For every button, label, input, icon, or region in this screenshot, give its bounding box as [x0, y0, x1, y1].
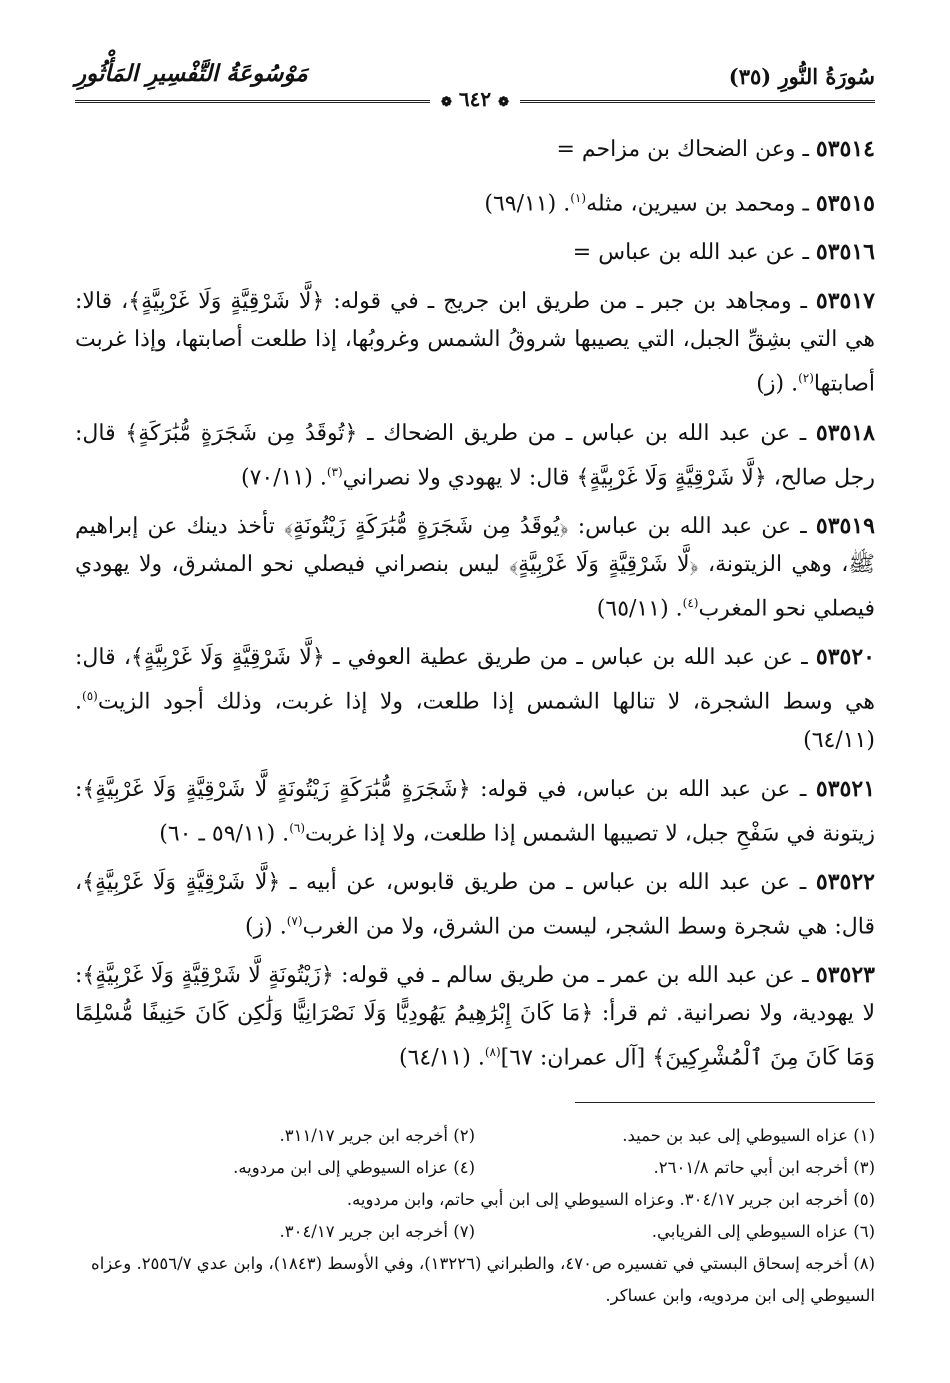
narration-text: ـ عن عبد الله بن عباس ـ من طريق قابوس، عن أبيه ـ ﴿لَّا شَرْقِيَّةٍ وَلَا غَرْبِيَّةٍ﴾، قال: هي شجرة وسط الشجر، ليست من الشرق، ولا من الغرب [75, 869, 875, 940]
footnote: (١) عزاه السيوطي إلى عبد بن حميد. [622, 1126, 875, 1145]
narration-number: ٥٣٥١٨ [815, 419, 875, 446]
footnote: (٤) عزاه السيوطي إلى ابن مردويه. [233, 1158, 475, 1177]
page-number [430, 88, 520, 114]
narration-text: ـ عن عبد الله بن عمر ـ من طريق سالم ـ في قوله: ﴿زَيْتُونَةٍ لَّا شَرْقِيَّةٍ وَلَا غَرْبِيَّةٍ﴾: لا يهودية، ولا نصرانية. ثم قرأ: ﴿مَا كَانَ إِبْرَٰهِيمُ يَهُودِيًّا وَلَا نَصْرَانِيًّا وَلَٰكِن كَانَ حَنِيفًا مُّسْلِمًا وَمَا كَانَ مِنَ ٱلْمُشْرِكِينَ﴾ [آل عمران: ٦٧] [75, 963, 875, 1071]
narration-reference: . (٦٥/١١) [596, 596, 683, 622]
footnote-ref[interactable]: (٥) [82, 689, 98, 704]
narration-text: ـ عن عبد الله بن عباس ـ من طريق عطية العوفي ـ ﴿لَّا شَرْقِيَّةٍ وَلَا غَرْبِيَّةٍ﴾، قال: هي وسط الشجرة، لا تنالها الشمس إذا طلعت، ولا إذا غربت، وذلك أجود الزيت [75, 645, 875, 715]
narration-number: ٥٣٥٢٠ [815, 644, 875, 671]
narration-reference: . (ز) [244, 914, 287, 940]
narration-entry [75, 282, 875, 403]
footnote: (٥) أخرجه ابن جرير ٣٠٤/١٧. وعزاه السيوطي إلى ابن أبي حاتم، وابن مردويه. [346, 1190, 875, 1209]
footnote-ref[interactable]: (٦) [289, 820, 306, 835]
ornament-icon: ❁ [441, 95, 452, 110]
narration-number: ٥٣٥١٦ [815, 239, 875, 266]
footnote-rule [575, 1102, 875, 1103]
narration-entry [75, 414, 875, 497]
narration-entry [75, 130, 875, 169]
footnote-ref[interactable]: (٣) [326, 464, 343, 479]
narration-reference: . (٦٤/١١) [75, 689, 875, 753]
footnote: (٣) أخرجه ابن أبي حاتم ٢٦٠١/٨. [653, 1158, 875, 1177]
narration-reference: . (٥٩/١١ ـ ٦٠) [159, 820, 290, 846]
footnote-row [75, 1152, 875, 1184]
narration-number: ٥٣٥١٥ [815, 190, 875, 217]
footnote-ref[interactable]: (٢) [798, 371, 814, 386]
narration-entry [75, 770, 875, 853]
footnote: (٦) عزاه السيوطي إلى الفريابي. [651, 1222, 875, 1241]
narration-number: ٥٣٥١٧ [815, 288, 875, 315]
footnote-row [75, 1216, 875, 1248]
surah-title: سُورَةُ النُّورِ (٣٥) [728, 64, 875, 89]
narration-reference: . (٦٩/١١) [484, 191, 571, 217]
page-number-value: ٦٤٢ [458, 87, 492, 111]
footnote-ref[interactable]: (٧) [286, 913, 303, 928]
narration-text: ـ وعن الضحاك بن مزاحم = [556, 137, 816, 162]
footnote-ref[interactable]: (٨) [484, 1045, 501, 1060]
narration-reference: . (ز) [756, 371, 799, 397]
footnote: (٧) أخرجه ابن جرير ٣٠٤/١٧. [279, 1222, 475, 1241]
narration-entry [75, 863, 875, 946]
narrations [75, 130, 875, 1088]
narration-number: ٥٣٥٢١ [815, 775, 876, 802]
footnote-ref[interactable]: (٤) [682, 595, 699, 610]
narration-text: ـ ومجاهد بن جبر ـ من طريق ابن جريج ـ في قوله: ﴿لَّا شَرْقِيَّةٍ وَلَا غَرْبِيَّةٍ﴾، قالا: هي التي بشِقِّ الجبل، التي يصيبها شروقُ الشمس وغروبُها، إذا طلعت أصابتها، وإذا غربت أصابتها [75, 289, 875, 397]
footnotes [75, 1120, 875, 1312]
narration-text: ـ عن عبد الله بن عباس: ﴿يُوقَدُ مِن شَجَرَةٍ مُّبَٰرَكَةٍ زَيْتُونَةٍ﴾ تأخذ دينك عن إبراهيم ﷺ، وهي الزيتونة، ﴿لَّا شَرْقِيَّةٍ وَلَا غَرْبِيَّةٍ﴾ ليس بنصراني فيصلي نحو المشرق، ولا يهودي فيصلي نحو المغرب [75, 513, 875, 622]
narration-number: ٥٣٥١٩ [815, 512, 875, 539]
narration-entry [75, 507, 875, 628]
narration-text: ـ عن عبد الله بن عباس = [572, 240, 816, 266]
footnote-row [75, 1120, 875, 1152]
footnote: (٨) أخرجه إسحاق البستي في تفسيره ص٤٧٠، والطبراني (١٣٢٢٦)، وفي الأوسط (١٨٤٣)، وابن عدي ٢٥٥٦/٧. وعزاه السيوطي إلى ابن مردويه، وابن عساكر. [91, 1254, 875, 1305]
narration-entry [75, 179, 875, 223]
narration-number: ٥٣٥١٤ [815, 136, 875, 162]
narration-text: ـ عن عبد الله بن عباس، في قوله: ﴿شَجَرَةٍ مُّبَٰرَكَةٍ زَيْتُونَةٍ لَّا شَرْقِيَّةٍ وَلَا غَرْبِيَّةٍ﴾: زيتونة في سَفْحِ جبل، لا تصيبها الشمس إذا طلعت، ولا إذا غربت [75, 776, 875, 846]
narration-number: ٥٣٥٢٣ [815, 962, 875, 989]
book-title: مَوْسُوعَةُ التَّفْسِيرِ المَأْثُورِ [75, 60, 308, 87]
narration-reference: . (٦٤/١١) [398, 1045, 485, 1071]
narration-reference: . (٧٠/١١) [240, 464, 327, 490]
narration-text: ـ عن عبد الله بن عباس ـ من طريق الضحاك ـ ﴿تُوقَدُ مِن شَجَرَةٍ مُّبَٰرَكَةٍ﴾ قال: رجل صالح، ﴿لَّا شَرْقِيَّةٍ وَلَا غَرْبِيَّةٍ﴾ قال: لا يهودي ولا نصراني [75, 420, 875, 490]
narration-entry [75, 956, 875, 1077]
ornament-icon: ❁ [498, 95, 509, 110]
narration-entry [75, 233, 875, 272]
narration-number: ٥٣٥٢٢ [815, 868, 875, 895]
footnote-ref[interactable]: (١) [570, 191, 587, 205]
footnote: (٢) أخرجه ابن جرير ٣١١/١٧. [279, 1126, 475, 1145]
narration-entry [75, 638, 875, 759]
narration-text: ـ ومحمد بن سيرين، مثله [586, 191, 816, 217]
